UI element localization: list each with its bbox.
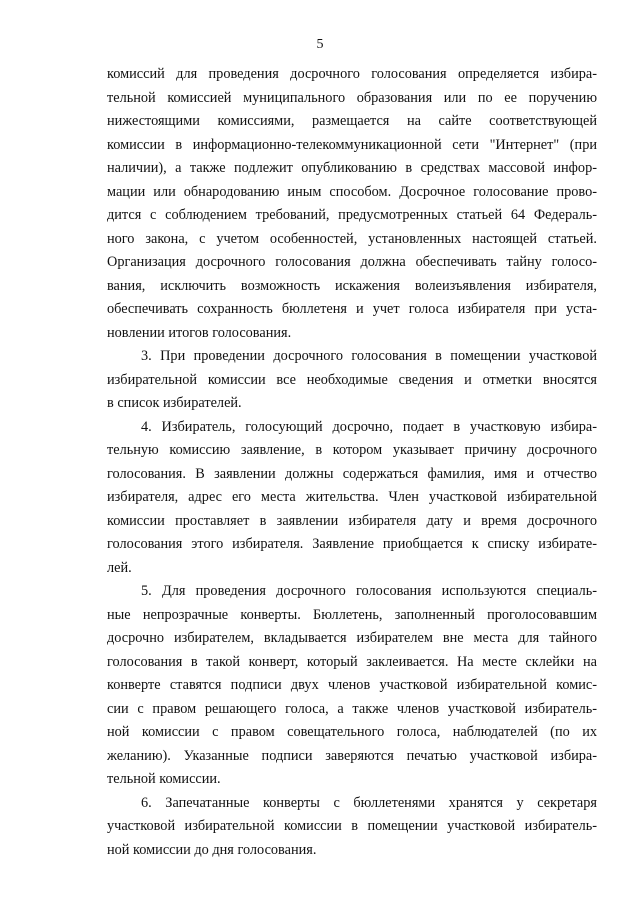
text-line: голосования этого избирателя. Заявление приобщается к списку избирате- [107, 536, 597, 552]
page-number: 5 [316, 37, 324, 52]
text-line: ной комиссии с правом совещательного голоса, наблюдателей (по их [107, 724, 597, 740]
text-line: дится с соблюдением требований, предусмотренных статьей 64 Федераль- [107, 207, 597, 223]
text-line: в список избирателей. [107, 395, 242, 411]
text-line: тельной комиссией муниципального образования или по ее поручению [107, 89, 597, 106]
text-line: мации или обнародованию иным способом. Досрочное голосование прово- [107, 183, 597, 200]
text-line: 5. Для проведения досрочного голосования используются специаль- [141, 583, 597, 599]
text-line: избирательной комиссии все необходимые сведения и отметки вносятся [107, 371, 597, 388]
paragraph-4 [107, 416, 597, 581]
text-line: 3. При проведении досрочного голосования в помещении участковой [141, 348, 597, 364]
text-line: ного закона, с учетом особенностей, установленных настоящей статьей. [107, 230, 597, 247]
text-line: конверте ставятся подписи двух членов участковой избирательной комис- [107, 677, 597, 693]
text-line: голосования в такой конверт, который заклеивается. На месте склейки на [107, 653, 597, 670]
paragraph-continuation [107, 63, 597, 345]
text-line: ной комиссии до дня голосования. [107, 841, 317, 858]
text-line: вания, исключить возможность искажения волеизъявления избирателя, [107, 277, 597, 294]
text-line: комиссии в информационно-телекоммуникационной сети "Интернет" (при [107, 136, 597, 153]
text-line: желанию). Указанные подписи заверяются печатью участковой избира- [107, 747, 597, 764]
text-line: наличии), а также подлежит опубликованию в средствах массовой инфор- [107, 160, 597, 176]
document-body [107, 63, 597, 862]
text-line: лей. [107, 559, 132, 576]
text-line: сии с правом решающего голоса, а также членов участковой избиратель- [107, 700, 597, 717]
text-line: Организация досрочного голосования должна обеспечивать тайну голосо- [107, 254, 597, 270]
text-line: тельной комиссии. [107, 771, 221, 787]
text-line: новлении итогов голосования. [107, 324, 292, 341]
text-line: участковой избирательной комиссии в помещении участковой избиратель- [107, 818, 597, 834]
text-line: комиссий для проведения досрочного голосования определяется избира- [107, 66, 597, 82]
paragraph-3 [107, 345, 597, 416]
text-line: 4. Избиратель, голосующий досрочно, подает в участковую избира- [141, 418, 597, 435]
text-line: комиссии проставляет в заявлении избирателя дату и время досрочного [107, 512, 597, 529]
text-line: нижестоящими комиссиями, размещается на сайте соответствующей [107, 113, 597, 129]
paragraph-6 [107, 792, 597, 863]
text-line: обеспечивать сохранность бюллетеня и учет голоса избирателя при уста- [107, 301, 597, 317]
text-line: 6. Запечатанные конверты с бюллетенями хранятся у секретаря [141, 794, 597, 811]
text-line: голосования. В заявлении должны содержаться фамилия, имя и отчество [107, 465, 597, 482]
paragraph-5 [107, 580, 597, 792]
text-line: тельную комиссию заявление, в котором указывает причину досрочного [107, 442, 597, 458]
text-line: досрочно избирателем, вкладывается избирателем вне места для тайного [107, 630, 597, 646]
text-line: ные непрозрачные конверты. Бюллетень, заполненный проголосовавшим [107, 606, 597, 623]
text-line: избирателя, адрес его места жительства. Член участковой избирательной [107, 489, 597, 505]
